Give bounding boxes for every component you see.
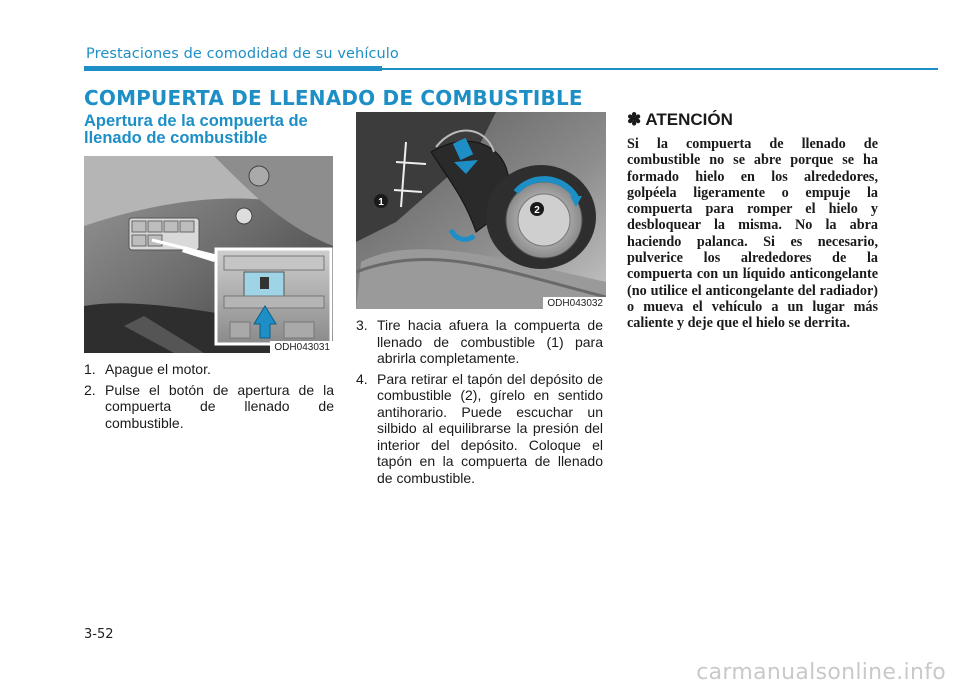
steps-right bbox=[356, 317, 603, 490]
running-header: Prestaciones de comodidad de su vehículo bbox=[86, 46, 399, 62]
section-title: COMPUERTA DE LLENADO DE COMBUSTIBLE bbox=[84, 86, 583, 110]
step-number: 4. bbox=[356, 370, 368, 387]
list-item bbox=[84, 361, 334, 378]
figure-code: ODH043031 bbox=[270, 341, 333, 353]
watermark: carmanualsonline.info bbox=[696, 660, 946, 685]
callout-2: 2 bbox=[534, 205, 540, 216]
figure-code: ODH043032 bbox=[543, 297, 606, 309]
page-number: 3-52 bbox=[84, 627, 114, 642]
step-text: Apague el motor. bbox=[105, 361, 211, 377]
dashboard-illustration bbox=[84, 156, 333, 353]
step-text: Tire hacia afuera la compuerta de llenado de combustible (1) para abrirla completamente. bbox=[377, 317, 603, 366]
header-rule-thick bbox=[84, 66, 382, 71]
step-number: 2. bbox=[84, 381, 96, 398]
attention-text: Si la compuerta de llenado de combustible no se abre porque se ha formado hielo en los alrededores, golpéela ligeramente o empuje la compuerta para romper el hielo y desbloquear la misma. No la abra haciendo palanca. Si es necesario, pulverice los alrededores de la compuerta con un líquido anticongelante (no utilice el anticongelante del radiador) o mueva el vehículo a un lugar más caliente y deje que el hielo se derrita. bbox=[627, 136, 878, 332]
attention-heading bbox=[627, 110, 733, 130]
attention-symbol-icon: ✽ bbox=[627, 110, 642, 129]
step-text: Pulse el botón de apertura de la compuerta de llenado de combustible. bbox=[105, 381, 334, 431]
list-item bbox=[356, 371, 603, 487]
header-rule-thin bbox=[382, 68, 938, 70]
figure-fuel-door-button bbox=[84, 156, 333, 353]
subsection-title: Apertura de la compuerta de llenado de combustible bbox=[84, 112, 308, 147]
step-number: 1. bbox=[84, 361, 96, 377]
step-number: 3. bbox=[356, 317, 368, 333]
attention-title: ATENCIÓN bbox=[645, 110, 733, 129]
callout-1: 1 bbox=[378, 197, 384, 208]
steps-left bbox=[84, 361, 334, 435]
fuel-door-illustration bbox=[356, 112, 606, 309]
figure-fuel-door-open bbox=[356, 112, 606, 309]
list-item bbox=[356, 317, 603, 367]
list-item bbox=[84, 382, 334, 432]
step-text: Para retirar el tapón del depósito de combustible (2), gírelo en sentido antihorario. Puede escuchar un silbido al equilibrarse la presión del interior del depósito. Coloque el tapón en la compuerta de llenado de combustible. bbox=[377, 370, 603, 486]
